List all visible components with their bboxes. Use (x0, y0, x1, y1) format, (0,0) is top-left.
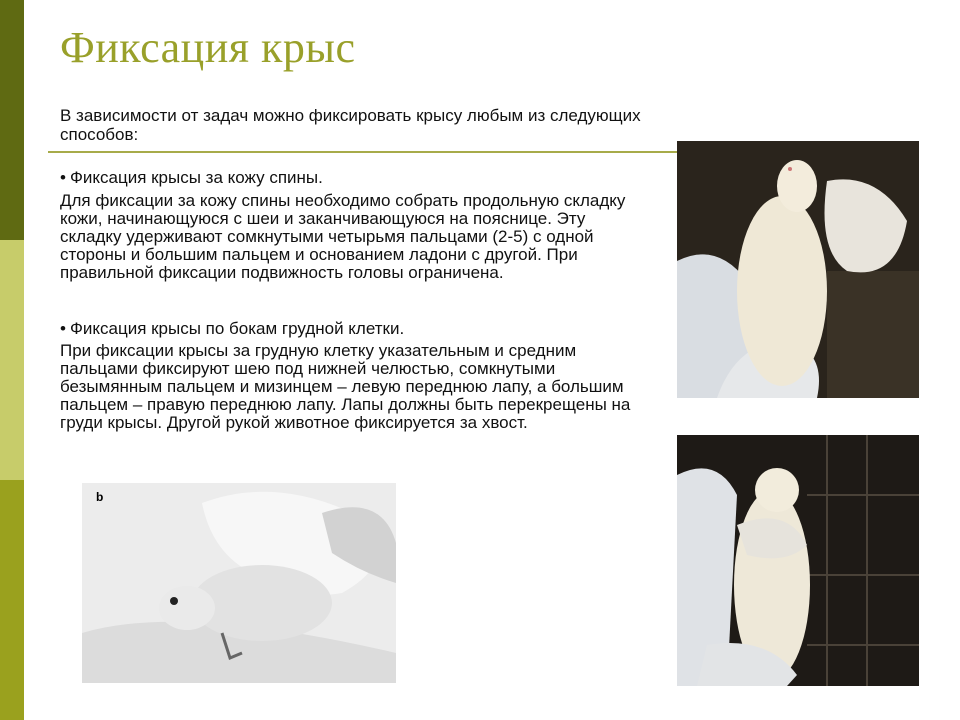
photo-rat-back-grip (677, 141, 919, 398)
photo-rat-chest-grip (677, 435, 919, 686)
bullet-icon: • (60, 319, 66, 338)
intro-text: В зависимости от задач можно фиксировать крысу любым из следующих способов: (60, 106, 641, 144)
bullet-icon: • (60, 168, 66, 187)
divider-line (48, 151, 680, 153)
slide-title: Фиксация крыс (60, 23, 356, 72)
section-2-body: При фиксации крысы за грудную клетку указательным и средним пальцами фиксируют шею под нижней челюстью, сомкнутыми безымянным пальцем и мизинцем – левую переднюю лапу, а большим пальцем – правую переднюю лапу. Лапы должны быть перекрещены на груди крысы. Другой рукой животное фиксируется за хвост. (60, 341, 631, 432)
side-bar-bottom (0, 480, 24, 720)
side-bar-middle (0, 240, 24, 480)
section-1-body: Для фиксации за кожу спины необходимо собрать продольную складку кожи, начинающуюся с шеи и заканчивающуюся на пояснице. Эту складку удерживают сомкнутыми четырьмя пальцами (2-5) с одной стороны и большим пальцем и основанием ладони с другой. При правильной фиксации подвижность головы ограничена. (60, 191, 626, 282)
section-2-heading: • Фиксация крысы по бокам грудной клетки. (60, 319, 405, 338)
section-1-heading: • Фиксация крысы за кожу спины. (60, 168, 323, 187)
photo-rat-bw (82, 483, 396, 683)
figure-label: b (96, 490, 104, 504)
side-bar-top (0, 0, 24, 240)
